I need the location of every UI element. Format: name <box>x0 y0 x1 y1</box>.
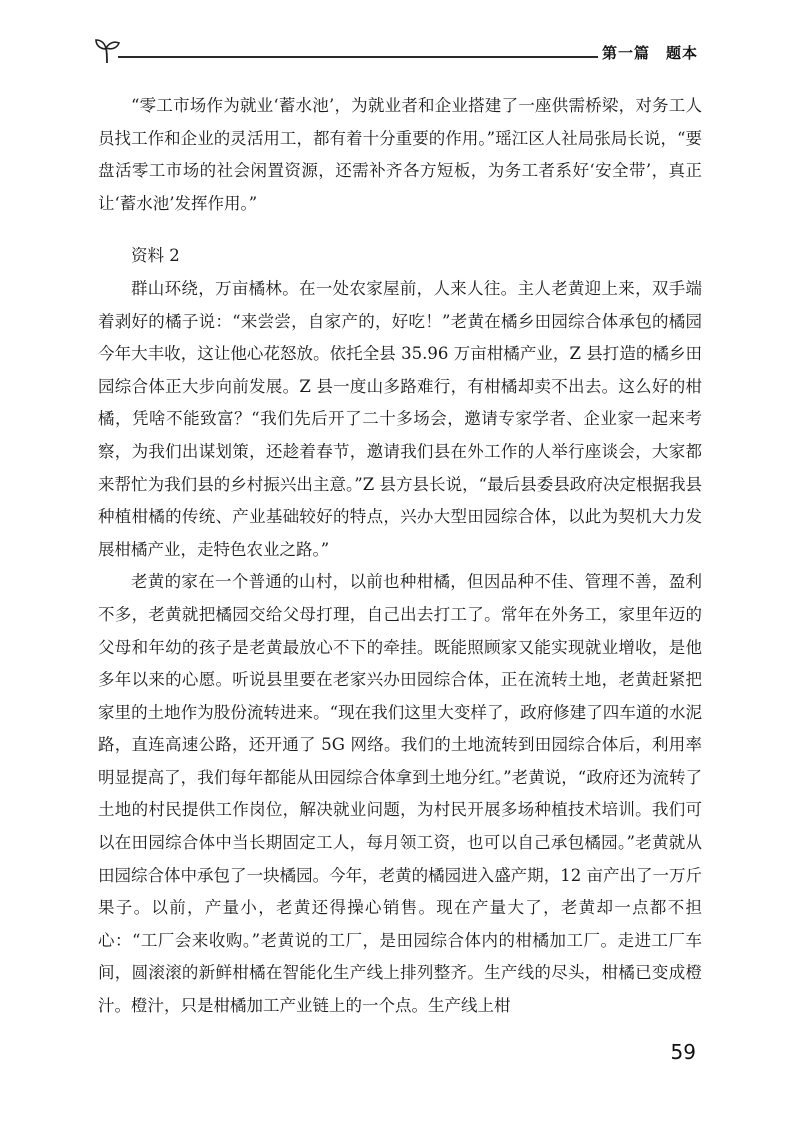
page-number: 59 <box>670 1040 696 1064</box>
page-body <box>98 90 702 1023</box>
running-header <box>92 36 706 72</box>
header-title: 第一篇 题本 <box>601 44 698 62</box>
header-rule <box>118 56 598 58</box>
paragraph-1: “零工市场作为就业‘蓄水池’，为就业者和企业搭建了一座供需桥梁，对务工人员找工作和企业的灵活用工，都有着十分重要的作用。”瑶江区人社局张局长说，“要盘活零工市场的社会闲置资源，还需补齐各方短板，为务工者系好‘安全带’，真正让‘蓄水池’发挥作用。” <box>98 96 702 213</box>
sprout-icon <box>92 36 122 66</box>
section-heading: 资料 2 <box>131 246 180 266</box>
paragraph-2: 群山环绕，万亩橘林。在一处农家屋前，人来人往。主人老黄迎上来，双手端着剥好的橘子说：“来尝尝，自家产的，好吃！”老黄在橘乡田园综合体承包的橘园今年大丰收，这让他心花怒放。依托全县 35.96 万亩柑橘产业，Z 县打造的橘乡田园综合体正大步向前发展。Z 县一度山多路难行，有柑橘却卖不出去。这么好的柑橘，凭啥不能致富？“我们先后开了二十多场会，邀请专家学者、企业家一起来考察，为我们出谋划策，还趁着春节，邀请我们县在外工作的人举行座谈会，大家都来帮忙为我们县的乡村振兴出主意。”Z 县方县长说，“最后县委县政府决定根据我县种植柑橘的传统、产业基础较好的特点，兴办大型田园综合体，以此为契机大力发展柑橘产业，走特色农业之路。” <box>98 278 702 559</box>
paragraph-3: 老黄的家在一个普通的山村，以前也种柑橘，但因品种不佳、管理不善，盈利不多，老黄就把橘园交给父母打理，自己出去打工了。常年在外务工，家里年迈的父母和年幼的孩子是老黄最放心不下的牵挂。既能照顾家又能实现就业增收，是他多年以来的心愿。听说县里要在老家兴办田园综合体，正在流转土地，老黄赶紧把家里的土地作为股份流转进来。“现在我们这里大变样了，政府修建了四车道的水泥路，直连高速公路，还开通了 5G 网络。我们的土地流转到田园综合体后，利用率明显提高了，我们每年都能从田园综合体拿到土地分红。”老黄说，“政府还为流转了土地的村民提供工作岗位，解决就业问题，为村民开展多场种植技术培训。我们可以在田园综合体中当长期固定工人，每月领工资，也可以自己承包橘园。”老黄就从田园综合体中承包了一块橘园。今年，老黄的橘园进入盛产期，12 亩产出了一万斤果子。以前，产量小，老黄还得操心销售。现在产量大了，老黄却一点都不担心：“工厂会来收购。”老黄说的工厂，是田园综合体内的柑橘加工厂。走进工厂车间，圆滚滚的新鲜柑橘在智能化生产线上排列整齐。生产线的尽头，柑橘已变成橙汁。橙汁，只是柑橘加工产业链上的一个点。生产线上柑 <box>98 572 702 1016</box>
